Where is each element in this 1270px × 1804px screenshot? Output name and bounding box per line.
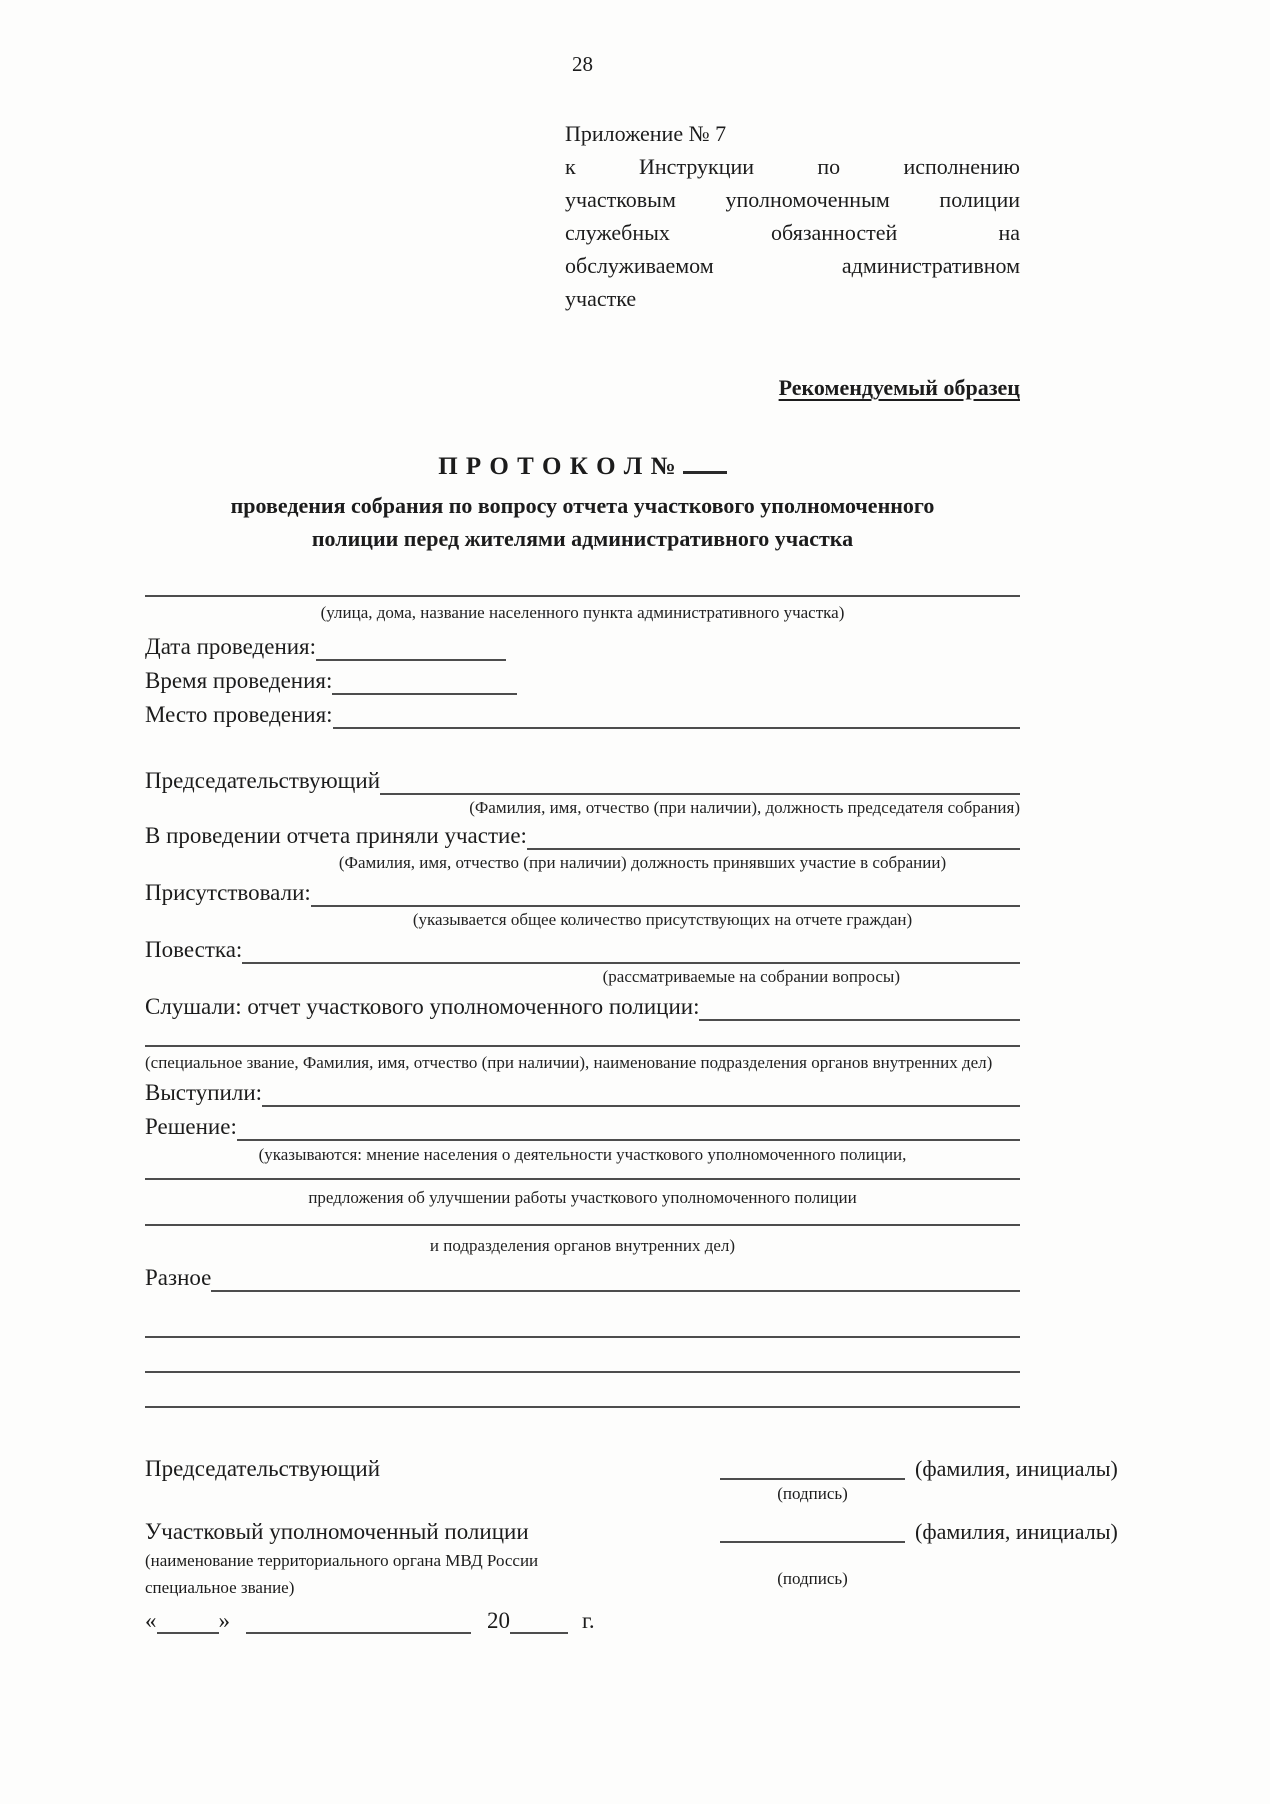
participants-fill-line xyxy=(527,845,1020,850)
recommended-sample-note: Рекомендуемый образец xyxy=(778,375,1020,400)
heard-label: Слушали: отчет участкового уполномоченного полиции: xyxy=(145,994,700,1019)
date-day-blank xyxy=(157,1629,219,1634)
spoke-label: Выступили: xyxy=(145,1080,263,1105)
signature-row-chairman xyxy=(145,1454,1118,1504)
protocol-title xyxy=(145,453,1020,481)
field-row-date xyxy=(145,632,1020,661)
appendix-line: участке xyxy=(565,286,637,311)
field-row-attendees xyxy=(145,878,1020,907)
signature-section xyxy=(145,1454,1118,1634)
signature-row-officer xyxy=(145,1517,1118,1600)
attendees-caption: (указывается общее количество присутствующих на отчете граждан) xyxy=(412,910,913,929)
attendees-fill-line xyxy=(311,902,1020,907)
decision-caption-1: (указываются: мнение населения о деятельности участкового уполномоченного полиции, xyxy=(258,1145,907,1164)
participants-caption: (Фамилия, имя, отчество (при наличии) должность принявших участие в собрании) xyxy=(338,853,947,872)
blank-fill-line xyxy=(145,1336,1020,1338)
address-caption: (улица, дома, название населенного пункта административного участка) xyxy=(320,603,845,622)
date-year-suffix: г. xyxy=(582,1608,595,1633)
protocol-subtitle xyxy=(145,489,1020,555)
spoke-fill-line xyxy=(262,1102,1020,1107)
date-open-quote: « xyxy=(145,1608,157,1633)
field-row-heard xyxy=(145,992,1020,1021)
field-row-agenda xyxy=(145,935,1020,964)
decision-caption-2: предложения об улучшении работы участкового уполномоченного полиции xyxy=(308,1188,857,1207)
date-close-quote: » xyxy=(218,1608,230,1633)
time-fill-line xyxy=(332,690,517,695)
address-fill-line xyxy=(145,595,1020,597)
appendix-line: служебных обязанностей на xyxy=(565,220,1020,245)
time-label: Время проведения: xyxy=(145,668,333,693)
misc-label: Разное xyxy=(145,1265,212,1290)
blank-fill-line xyxy=(145,1371,1020,1373)
page-number: 28 xyxy=(572,52,593,76)
appendix-line: обслуживаемом административном xyxy=(565,253,1020,278)
decision-fill-line xyxy=(237,1136,1020,1141)
officer-org-caption-line: (наименование территориального органа МВД России xyxy=(145,1551,539,1570)
agenda-label: Повестка: xyxy=(145,937,243,962)
decision-fill-line-2 xyxy=(145,1178,1020,1180)
chairman-label: Председательствующий xyxy=(145,768,380,793)
field-row-participants xyxy=(145,821,1020,850)
heard-extra-fill-line xyxy=(145,1045,1020,1047)
agenda-caption: (рассматриваемые на собрании вопросы) xyxy=(602,967,900,986)
chairman-signature-line xyxy=(720,1454,905,1480)
field-row-spoke xyxy=(145,1078,1020,1107)
field-row-time xyxy=(145,666,1020,695)
attendees-label: Присутствовали: xyxy=(145,880,311,905)
participants-label: В проведении отчета приняли участие: xyxy=(145,823,527,848)
date-label: Дата проведения: xyxy=(145,634,317,659)
place-label: Место проведения: xyxy=(145,702,333,727)
date-century: 20 xyxy=(487,1608,510,1633)
date-year-blank xyxy=(510,1629,568,1634)
misc-fill-line xyxy=(211,1287,1020,1292)
appendix-line: Приложение № 7 xyxy=(565,121,727,146)
heard-caption: (специальное звание, Фамилия, имя, отчество (при наличии), наименование подразделения органов внутренних дел) xyxy=(145,1053,993,1072)
field-row-decision xyxy=(145,1112,1020,1141)
appendix-line: к Инструкции по исполнению xyxy=(565,154,1020,179)
date-fill-line xyxy=(316,656,506,661)
chairman-fill-line xyxy=(380,790,1020,795)
date-month-blank xyxy=(246,1629,471,1634)
field-row-misc xyxy=(145,1263,1020,1292)
appendix-note xyxy=(565,117,1020,315)
decision-label: Решение: xyxy=(145,1114,237,1139)
field-row-place xyxy=(145,700,1020,729)
chairman-name-caption: (фамилия, инициалы) xyxy=(915,1456,1118,1481)
date-line xyxy=(145,1608,1090,1634)
officer-signature-caption: (подпись) xyxy=(777,1569,848,1588)
signature-officer-label: Участковый уполномоченный полиции xyxy=(145,1519,529,1544)
officer-name-caption: (фамилия, инициалы) xyxy=(915,1519,1118,1544)
place-fill-line xyxy=(333,724,1020,729)
blank-fill-line xyxy=(145,1406,1020,1408)
agenda-fill-line xyxy=(242,959,1020,964)
chairman-signature-caption: (подпись) xyxy=(777,1484,848,1503)
protocol-subtitle-line: полиции перед жителями административного участка xyxy=(311,526,854,551)
protocol-title-text: П Р О Т О К О Л № xyxy=(438,453,677,480)
chairman-caption: (Фамилия, имя, отчество (при наличии), должность председателя собрания) xyxy=(469,798,1020,817)
field-row-chairman xyxy=(145,766,1020,795)
officer-signature-line xyxy=(720,1517,905,1543)
appendix-line: участковым уполномоченным полиции xyxy=(565,187,1020,212)
decision-caption-3: и подразделения органов внутренних дел) xyxy=(429,1236,736,1255)
protocol-subtitle-line: проведения собрания по вопросу отчета участкового уполномоченного xyxy=(230,493,935,518)
decision-fill-line-3 xyxy=(145,1224,1020,1226)
signature-chairman-label: Председательствующий xyxy=(145,1456,380,1481)
protocol-number-blank xyxy=(683,471,727,474)
heard-fill-line xyxy=(699,1016,1020,1021)
officer-org-caption-line: специальное звание) xyxy=(145,1578,295,1597)
